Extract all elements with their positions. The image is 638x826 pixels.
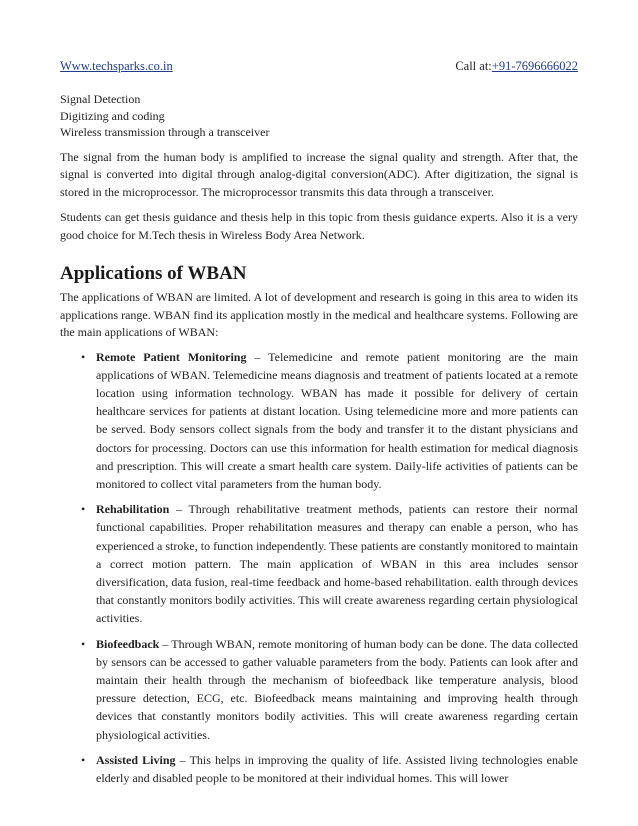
list-item-remote-patient-monitoring [81, 348, 578, 494]
page-header [60, 58, 578, 74]
list-item-biofeedback [81, 635, 578, 744]
applications-list [60, 348, 578, 788]
item-term: Assisted Living [96, 752, 176, 767]
step-line: Signal Detection [60, 92, 141, 106]
item-term: Biofeedback [96, 636, 160, 651]
thesis-guidance-paragraph: Students can get thesis guidance and thesis help in this topic from thesis guidance experts. Also it is a very good choice for M.Tech thesis in Wireless Body Area Network. [60, 210, 578, 242]
list-item-rehabilitation [81, 500, 578, 627]
bullet-icon: • [81, 636, 86, 651]
document-page [60, 58, 578, 794]
call-info [455, 58, 578, 74]
item-term: Rehabilitation [96, 502, 170, 517]
item-separator: – [246, 349, 269, 364]
website-link[interactable]: Www.techsparks.co.in [60, 59, 173, 73]
list-item-assisted-living [81, 751, 578, 787]
bullet-icon: • [81, 502, 86, 517]
bullet-icon: • [81, 349, 86, 364]
item-separator: – [175, 752, 190, 767]
phone-link[interactable]: +91-7696666022 [491, 59, 578, 73]
step-line: Digitizing and coding [60, 108, 165, 123]
item-text: Through WBAN, remote monitoring of human body can be done. The data collected by sensors can be accessed to gather valuable parameters from the body. Patients can look after and maintain their health through the mechanism of biofeedback like temperature analysis, blood pressure detection, ECG, etc. Biofeedback means maintaining and improving health through devices that constantly monitors bodily activities. This will create awareness regarding certain physiological activities. [96, 636, 578, 742]
section-intro: The applications of WBAN are limited. A lot of development and research is going in this area to widen its applications range. WBAN find its application mostly in the medical and healthcare systems. Following are the main applications of WBAN: [60, 290, 578, 339]
item-text: This helps in improving the quality of life. Assisted living technologies enable elderly and disabled people to be monitored at their individual homes. This will lower [96, 752, 578, 785]
item-text: Telemedicine and remote patient monitoring are the main applications of WBAN. Telemedicine means diagnosis and treatment of patients located at a remote location using information technology. WBAN has made it possible for delivery of certain healthcare services for patients at distant location. Using telemedicine more and more patients can be served. Body sensors collect signals from the body and transfer it to the distant physicians and doctors for processing. Doctors can use this information for health estimation for medical diagnosis and prescription. This will create a smart health care system. Daily-life activities of patients can be monitored to collect vital parameters from the human body. [96, 349, 578, 491]
item-separator: – [169, 502, 189, 517]
bullet-icon: • [81, 752, 86, 767]
process-steps [60, 91, 578, 141]
section-heading: Applications of WBAN [60, 263, 247, 284]
item-text: Through rehabilitative treatment methods, patients can restore their normal functional capabilities. Proper rehabilitation measures and therapy can enable a person, who has experienced a stroke, to function independently. These patients are constantly monitored to maintain a correct motion pattern. The main application of WBAN in this area includes sensor diversification, data fusion, real-time feedback and home-based rehabilitation. ealth through devices that constantly monitors bodily activities. This will create awareness regarding certain physiological activities. [96, 502, 578, 626]
item-term: Remote Patient Monitoring [96, 349, 247, 364]
call-label: Call at: [455, 59, 492, 73]
item-separator: – [159, 636, 172, 651]
signal-paragraph: The signal from the human body is amplified to increase the signal quality and strength. After that, the signal is converted into digital through analog-digital conversion(ADC). After digitization, the signal is stored in the microprocessor. The microprocessor transmits this data through a transceiver. [60, 149, 578, 199]
step-line: Wireless transmission through a transceiver [60, 125, 270, 139]
